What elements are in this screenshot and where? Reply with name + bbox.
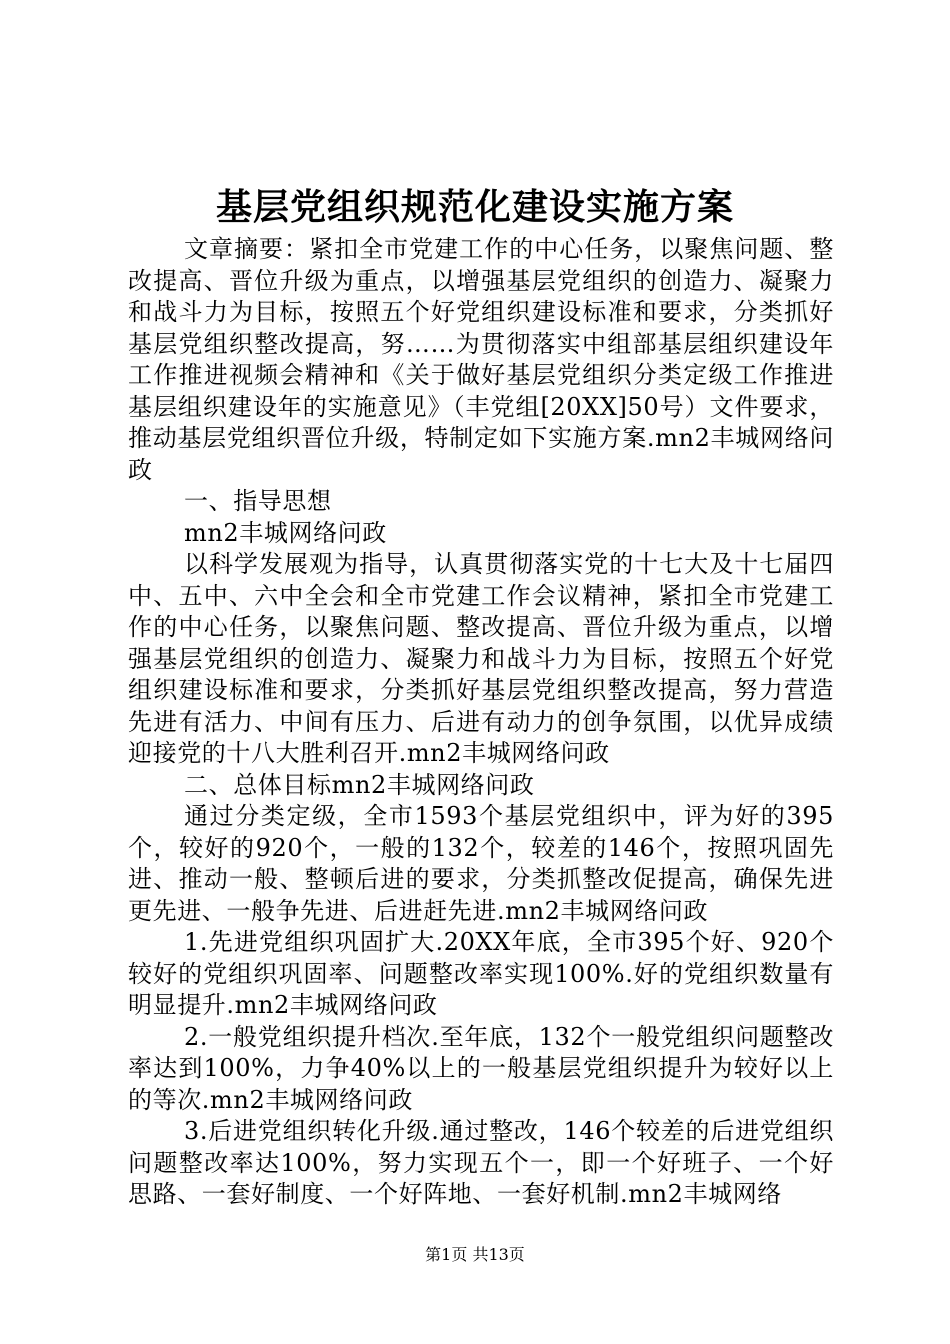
paragraph-source-tag: mn2丰城网络问政 xyxy=(184,518,387,547)
document-title: 基层党组织规范化建设实施方案 xyxy=(215,187,734,228)
list-item-goal-1: 1.先进党组织巩固扩大.20XX年底，全市395个好、920个较好的党组织巩固率、问题整改率实现100%.好的党组织数量有明显提升.mn2丰城网络问政 xyxy=(128,928,834,1019)
document-body xyxy=(128,234,834,1211)
page-number-footer: 第1页 共13页 xyxy=(425,1245,525,1264)
list-item-goal-2: 2.一般党组织提升档次.至年底，132个一般党组织问题整改率达到100%，力争40%以上的一般基层党组织提升为较好以上的等次.mn2丰城网络问政 xyxy=(128,1022,834,1114)
heading-guiding-ideology: 一、指导思想 xyxy=(184,487,332,515)
paragraph-abstract: 文章摘要：紧扣全市党建工作的中心任务，以聚焦问题、整改提高、晋位升级为重点，以增强基层党组织的创造力、凝聚力和战斗力为目标，按照五个好党组织建设标准和要求，分类抓好基层党组织整改提高，努……为贯彻落实中组部基层组织建设年工作推进视频会精神和《关于做好基层党组织分类定级工作推进基层组织建设年的实施意见》（丰党组[20XX]50号）文件要求，推动基层党组织晋位升级，特制定如下实施方案.mn2丰城网络问政 xyxy=(128,235,834,484)
paragraph-overall-goal: 通过分类定级，全市1593个基层党组织中，评为好的395个，较好的920个，一般的132个，较差的146个，按照巩固先进、推动一般、整顿后进的要求，分类抓整改促提高，确保先进更先进、一般争先进、后进赶先进.mn2丰城网络问政 xyxy=(128,802,834,925)
heading-overall-goal: 二、总体目标mn2丰城网络问政 xyxy=(184,770,535,799)
paragraph-guiding-ideology: 以科学发展观为指导，认真贯彻落实党的十七大及十七届四中、五中、六中全会和全市党建工作会议精神，紧扣全市党建工作的中心任务，以聚焦问题、整改提高、晋位升级为重点，以增强基层党组织的创造力、凝聚力和战斗力为目标，按照五个好党组织建设标准和要求，分类抓好基层党组织整改提高，努力营造先进有活力、中间有压力、后进有动力的创争氛围，以优异成绩迎接党的十八大胜利召开.mn2丰城网络问政 xyxy=(128,550,834,767)
list-item-goal-3: 3.后进党组织转化升级.通过整改，146个较差的后进党组织问题整改率达100%，努力实现五个一，即一个好班子、一个好思路、一套好制度、一个好阵地、一套好机制.mn2丰城网络 xyxy=(128,1117,834,1208)
